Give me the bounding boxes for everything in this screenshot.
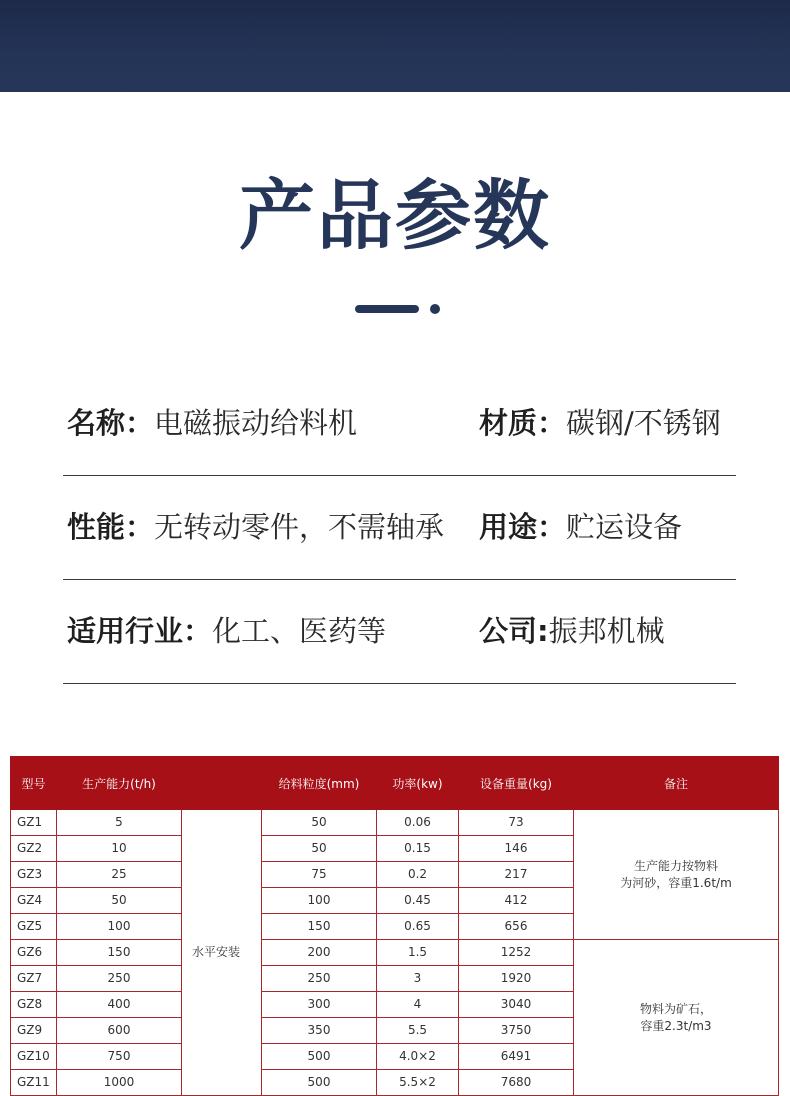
- col-header-note: 备注: [574, 757, 779, 810]
- param-key: 性能：: [67, 510, 155, 544]
- col-header-capacity: 生产能力(t/h): [57, 757, 182, 810]
- cell-weight: 73: [459, 810, 574, 836]
- param-value: 电磁振动给料机: [154, 406, 358, 440]
- title-underline-bar: [355, 305, 419, 313]
- cell-model: GZ9: [11, 1018, 57, 1044]
- param-value: 化工、医药等: [212, 614, 387, 648]
- cell-model: GZ6: [11, 940, 57, 966]
- param-key: 材质：: [479, 406, 567, 440]
- spec-table: [10, 756, 779, 1096]
- cell-capacity: 100: [57, 914, 182, 940]
- cell-capacity: 25: [57, 862, 182, 888]
- table-row: [11, 810, 779, 836]
- cell-capacity: 150: [57, 940, 182, 966]
- cell-model: GZ7: [11, 966, 57, 992]
- cell-model: GZ8: [11, 992, 57, 1018]
- header-banner: [0, 0, 790, 92]
- param-name: [67, 371, 357, 475]
- cell-capacity: 750: [57, 1044, 182, 1070]
- cell-weight: 1252: [459, 940, 574, 966]
- cell-power: 0.45: [377, 888, 459, 914]
- cell-weight: 6491: [459, 1044, 574, 1070]
- cell-weight: 3040: [459, 992, 574, 1018]
- cell-install: 水平安装: [182, 810, 262, 1096]
- cell-capacity: 400: [57, 992, 182, 1018]
- cell-model: GZ4: [11, 888, 57, 914]
- cell-model: GZ3: [11, 862, 57, 888]
- cell-model: GZ2: [11, 836, 57, 862]
- cell-model: GZ10: [11, 1044, 57, 1070]
- cell-power: 5.5: [377, 1018, 459, 1044]
- cell-feed-size: 500: [262, 1070, 377, 1096]
- col-header-power: 功率(kw): [377, 757, 459, 810]
- col-header-model: 型号: [11, 757, 57, 810]
- param-usage: [479, 475, 682, 579]
- cell-power: 5.5×2: [377, 1070, 459, 1096]
- cell-capacity: 250: [57, 966, 182, 992]
- cell-note: 生产能力按物料 为河砂，容重1.6t/m: [574, 810, 779, 940]
- cell-weight: 1920: [459, 966, 574, 992]
- param-value: 无转动零件，不需轴承: [154, 510, 445, 544]
- param-company: [479, 579, 665, 683]
- param-key: 公司:: [479, 614, 549, 648]
- param-value: 贮运设备: [566, 510, 683, 544]
- cell-power: 3: [377, 966, 459, 992]
- param-row: [63, 371, 736, 476]
- cell-capacity: 5: [57, 810, 182, 836]
- cell-feed-size: 150: [262, 914, 377, 940]
- table-row: [11, 940, 779, 966]
- param-value: 碳钢/不锈钢: [566, 406, 721, 440]
- section-title: 产品参数: [239, 171, 551, 260]
- cell-model: GZ5: [11, 914, 57, 940]
- cell-power: 4.0×2: [377, 1044, 459, 1070]
- cell-weight: 412: [459, 888, 574, 914]
- param-key: 适用行业：: [67, 614, 213, 648]
- cell-power: 0.15: [377, 836, 459, 862]
- cell-note: 物料为矿石， 容重2.3t/m3: [574, 940, 779, 1096]
- cell-power: 1.5: [377, 940, 459, 966]
- cell-weight: 7680: [459, 1070, 574, 1096]
- cell-weight: 146: [459, 836, 574, 862]
- cell-feed-size: 350: [262, 1018, 377, 1044]
- title-underline-dot: [430, 304, 440, 314]
- cell-feed-size: 100: [262, 888, 377, 914]
- cell-model: GZ1: [11, 810, 57, 836]
- param-key: 用途：: [479, 510, 567, 544]
- cell-power: 0.2: [377, 862, 459, 888]
- col-header-install: [182, 757, 262, 810]
- cell-capacity: 1000: [57, 1070, 182, 1096]
- param-row: [63, 475, 736, 580]
- cell-feed-size: 250: [262, 966, 377, 992]
- cell-weight: 217: [459, 862, 574, 888]
- param-row: [63, 579, 736, 684]
- col-header-weight: 设备重量(kg): [459, 757, 574, 810]
- cell-power: 0.06: [377, 810, 459, 836]
- table-header-row: [11, 757, 779, 810]
- param-material: [479, 371, 721, 475]
- cell-power: 0.65: [377, 914, 459, 940]
- cell-capacity: 600: [57, 1018, 182, 1044]
- cell-capacity: 10: [57, 836, 182, 862]
- cell-feed-size: 500: [262, 1044, 377, 1070]
- cell-feed-size: 200: [262, 940, 377, 966]
- cell-power: 4: [377, 992, 459, 1018]
- cell-model: GZ11: [11, 1070, 57, 1096]
- param-performance: [67, 475, 444, 579]
- col-header-feed-size: 给料粒度(mm): [262, 757, 377, 810]
- cell-weight: 3750: [459, 1018, 574, 1044]
- param-key: 名称：: [67, 406, 155, 440]
- cell-capacity: 50: [57, 888, 182, 914]
- cell-feed-size: 75: [262, 862, 377, 888]
- cell-feed-size: 50: [262, 810, 377, 836]
- param-industry: [67, 579, 386, 683]
- cell-feed-size: 300: [262, 992, 377, 1018]
- cell-weight: 656: [459, 914, 574, 940]
- cell-feed-size: 50: [262, 836, 377, 862]
- param-value: 振邦机械: [548, 614, 665, 648]
